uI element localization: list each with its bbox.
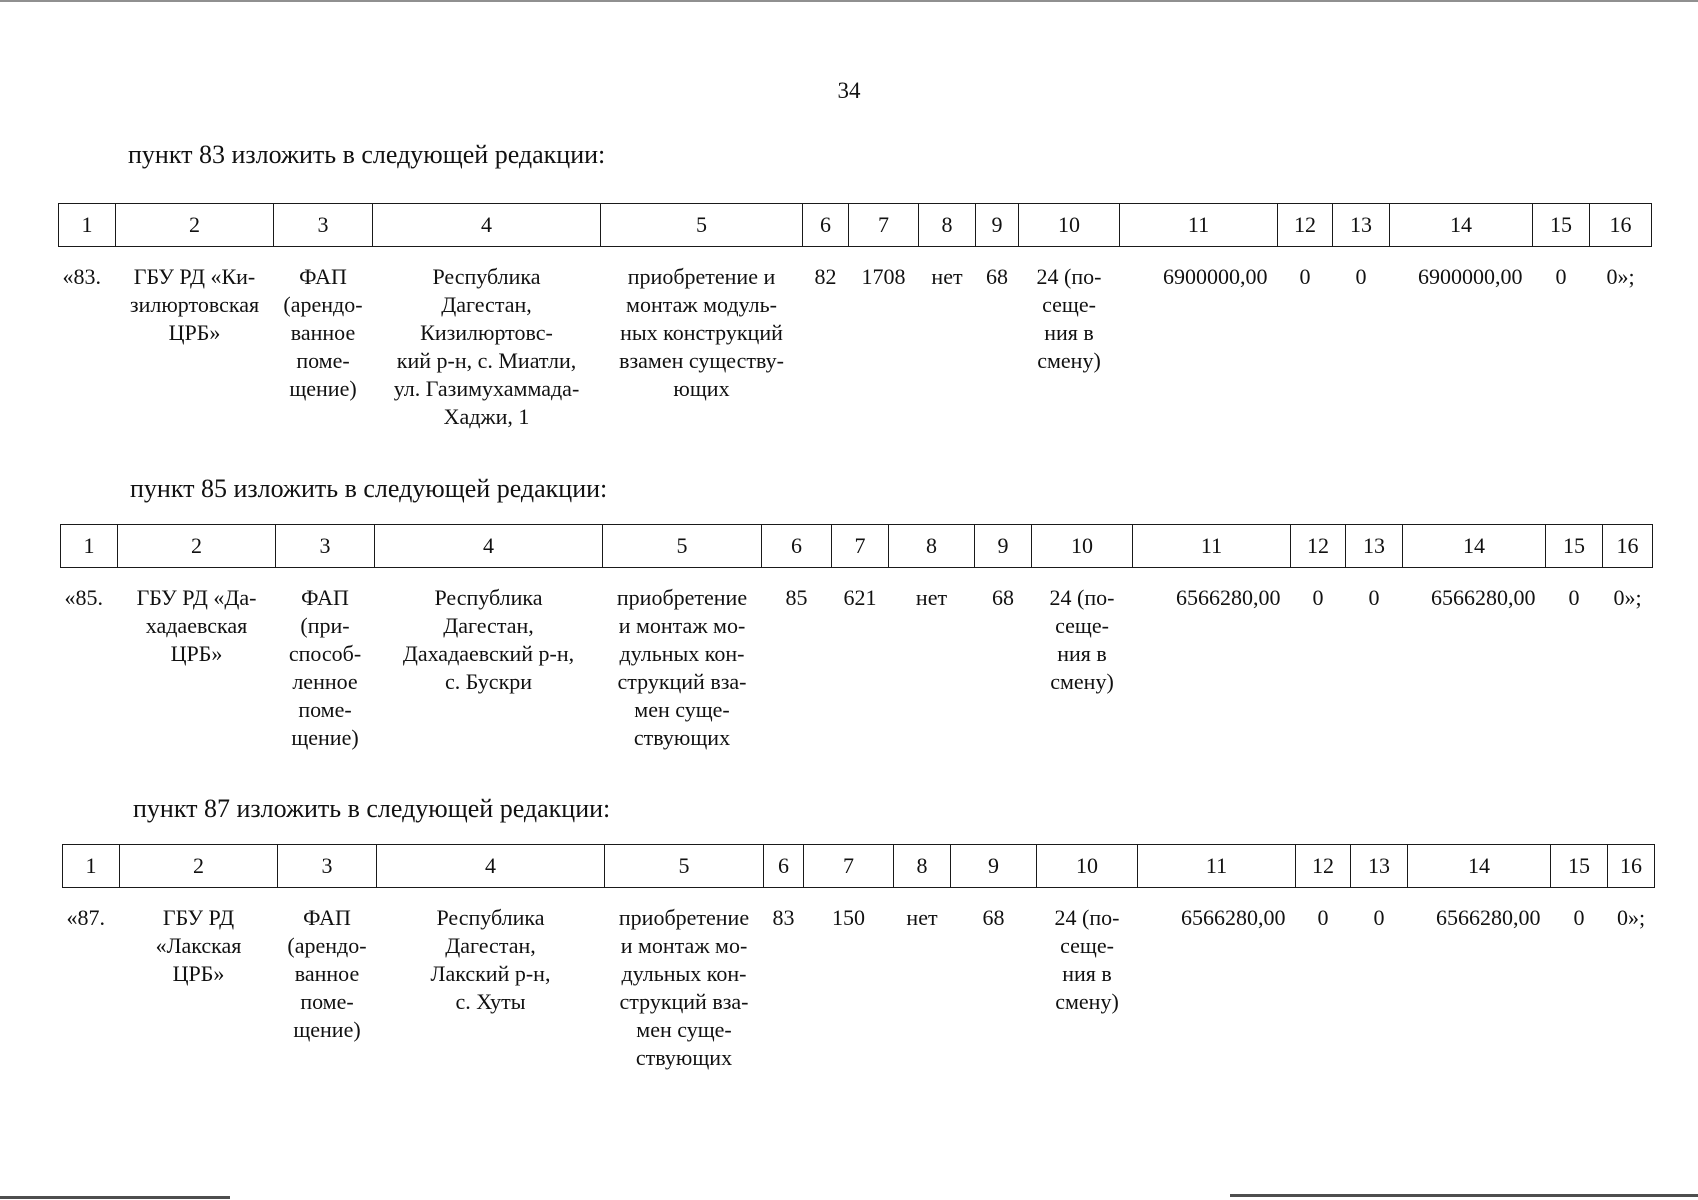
cell-institution xyxy=(116,247,274,432)
cell-col13: 0 xyxy=(1373,905,1385,930)
cell-activity-line: ных конструкций xyxy=(620,320,783,345)
col-number: 3 xyxy=(274,204,373,247)
section-intro-87: пункт 87 изложить в следующей редакции: xyxy=(133,794,611,823)
col-number: 16 xyxy=(1603,525,1653,568)
section-intro-85: пункт 85 изложить в следующей редакции: xyxy=(130,474,608,503)
cell-facility-type-line: щение) xyxy=(293,1017,361,1042)
cell-col7: 1708 xyxy=(861,264,906,289)
cell-col8: нет xyxy=(906,905,938,930)
scan-edge-top xyxy=(0,0,1698,2)
cell-address-line: Республика xyxy=(436,905,545,930)
cell-col6: 85 xyxy=(785,585,808,610)
cell-col13: 0 xyxy=(1355,264,1367,289)
col-number: 5 xyxy=(605,845,764,888)
col-number: 12 xyxy=(1296,845,1351,888)
cell-col16: 0»; xyxy=(1613,585,1642,610)
cell-col9: 68 xyxy=(982,905,1005,930)
cell-facility-type-line: (арендо- xyxy=(283,292,363,317)
amendment-table-85 xyxy=(60,524,1653,752)
cell-capacity-line: смену) xyxy=(1050,669,1114,694)
cell-facility-type-line: (арендо- xyxy=(287,933,367,958)
col-number: 7 xyxy=(832,525,889,568)
cell-address-line: Лакский р-н, xyxy=(430,961,551,986)
cell-address-line: Кизилюртовс- xyxy=(420,320,553,345)
cell-activity-line: взамен существу- xyxy=(619,348,784,373)
cell-address xyxy=(377,888,605,1073)
cell-activity-line: приобретение xyxy=(618,905,750,930)
col-number: 12 xyxy=(1278,204,1333,247)
cell-col6: 83 xyxy=(772,905,795,930)
col-number: 12 xyxy=(1291,525,1346,568)
col-number: 11 xyxy=(1133,525,1291,568)
col-number: 6 xyxy=(803,204,849,247)
cell-capacity-line: ния в xyxy=(1044,320,1094,345)
col-number: 8 xyxy=(919,204,976,247)
cell-address xyxy=(373,247,601,432)
cell-activity-line: ствующих xyxy=(635,1045,733,1070)
cell-col15: 0 xyxy=(1568,585,1580,610)
col-number: 16 xyxy=(1608,845,1655,888)
cell-activity-line: мен суще- xyxy=(634,697,730,722)
col-number: 14 xyxy=(1408,845,1551,888)
col-number: 10 xyxy=(1037,845,1138,888)
cell-col8: нет xyxy=(931,264,963,289)
col-number: 3 xyxy=(278,845,377,888)
cell-facility-type-line: ФАП xyxy=(301,585,349,610)
cell-facility-type-line: поме- xyxy=(300,989,354,1014)
cell-activity-line: мен суще- xyxy=(636,1017,732,1042)
col-number: 14 xyxy=(1403,525,1546,568)
cell-amount-budget: 6566280,00 xyxy=(1436,905,1541,930)
cell-activity xyxy=(605,888,764,1073)
cell-capacity-line: сеще- xyxy=(1055,613,1109,638)
cell-facility-type-line: ФАП xyxy=(303,905,351,930)
cell-amount-budget: 6900000,00 xyxy=(1418,264,1523,289)
table-row xyxy=(59,247,1652,432)
col-number: 1 xyxy=(59,204,116,247)
cell-activity-line: приобретение и xyxy=(627,264,776,289)
cell-address-line: ул. Газимухаммада- xyxy=(393,376,580,401)
cell-capacity-line: смену) xyxy=(1037,348,1101,373)
cell-institution-line: «Лакская xyxy=(155,933,242,958)
cell-institution-line: ГБУ РД «Да- xyxy=(136,585,257,610)
col-number: 3 xyxy=(276,525,375,568)
cell-facility-type-line: ванное xyxy=(294,961,360,986)
col-number: 11 xyxy=(1138,845,1296,888)
col-number: 9 xyxy=(975,525,1032,568)
cell-facility-type-line: (при- xyxy=(300,613,350,638)
cell-address-line: Дагестан, xyxy=(445,933,536,958)
col-number: 8 xyxy=(894,845,951,888)
cell-amount-total: 6900000,00 xyxy=(1163,264,1268,289)
col-number: 1 xyxy=(61,525,118,568)
cell-capacity-line: ния в xyxy=(1057,641,1107,666)
cell-activity-line: и монтаж мо- xyxy=(618,613,746,638)
col-number: 7 xyxy=(804,845,894,888)
cell-facility-type-line: щение) xyxy=(291,725,359,750)
col-number: 9 xyxy=(951,845,1037,888)
col-number: 6 xyxy=(764,845,804,888)
col-number: 2 xyxy=(120,845,278,888)
cell-facility-type xyxy=(276,568,375,753)
cell-activity-line: дульных кон- xyxy=(619,641,745,666)
cell-activity xyxy=(603,568,762,753)
cell-capacity-line: 24 (по- xyxy=(1036,264,1102,289)
cell-address-line: Хаджи, 1 xyxy=(443,404,530,429)
col-number: 4 xyxy=(377,845,605,888)
cell-item-number: «87. xyxy=(66,905,105,930)
page-number: 34 xyxy=(837,78,861,103)
cell-col16: 0»; xyxy=(1606,264,1635,289)
cell-col9: 68 xyxy=(986,264,1008,289)
cell-address-line: Дахадаевский р-н, xyxy=(402,641,575,666)
col-number: 15 xyxy=(1533,204,1590,247)
scan-edge-bottom xyxy=(0,1196,230,1199)
cell-capacity-line: 24 (по- xyxy=(1049,585,1115,610)
col-number: 2 xyxy=(118,525,276,568)
col-number: 16 xyxy=(1590,204,1652,247)
cell-institution-line: ГБУ РД «Ки- xyxy=(133,264,256,289)
cell-activity-line: струкций вза- xyxy=(619,989,749,1014)
col-number: 10 xyxy=(1019,204,1120,247)
cell-item-number: «85. xyxy=(64,585,103,610)
cell-col15: 0 xyxy=(1573,905,1585,930)
cell-facility-type-line: щение) xyxy=(289,376,357,401)
cell-capacity xyxy=(1019,247,1120,432)
cell-capacity-line: смену) xyxy=(1055,989,1119,1014)
cell-address-line: с. Хуты xyxy=(455,989,526,1014)
cell-col12: 0 xyxy=(1312,585,1324,610)
cell-facility-type-line: ФАП xyxy=(299,264,347,289)
cell-activity-line: ствующих xyxy=(633,725,731,750)
cell-col15: 0 xyxy=(1555,264,1567,289)
cell-item-number: «83. xyxy=(62,264,101,289)
cell-address-line: Республика xyxy=(432,264,541,289)
col-number: 13 xyxy=(1346,525,1403,568)
col-number: 5 xyxy=(601,204,803,247)
cell-facility-type xyxy=(274,247,373,432)
cell-activity-line: приобретение xyxy=(616,585,748,610)
col-number: 2 xyxy=(116,204,274,247)
cell-activity-line: монтаж модуль- xyxy=(626,292,777,317)
cell-institution xyxy=(120,888,278,1073)
col-number: 14 xyxy=(1390,204,1533,247)
cell-address-line: Дагестан, xyxy=(443,613,534,638)
cell-facility-type-line: ванное xyxy=(290,320,356,345)
cell-capacity xyxy=(1037,888,1138,1073)
table-row xyxy=(63,888,1655,1073)
col-number: 7 xyxy=(849,204,919,247)
cell-amount-total: 6566280,00 xyxy=(1181,905,1286,930)
cell-activity-line: дульных кон- xyxy=(621,961,747,986)
cell-activity-line: и монтаж мо- xyxy=(620,933,748,958)
cell-col12: 0 xyxy=(1299,264,1311,289)
col-number: 13 xyxy=(1351,845,1408,888)
cell-activity xyxy=(601,247,803,432)
cell-institution-line: хадаевская xyxy=(145,613,248,638)
col-number: 4 xyxy=(373,204,601,247)
col-number: 4 xyxy=(375,525,603,568)
cell-capacity-line: 24 (по- xyxy=(1054,905,1120,930)
cell-institution-line: зилюртовская xyxy=(129,292,260,317)
cell-amount-budget: 6566280,00 xyxy=(1431,585,1536,610)
cell-amount-total: 6566280,00 xyxy=(1176,585,1281,610)
cell-col6: 82 xyxy=(814,264,837,289)
cell-facility-type xyxy=(278,888,377,1073)
cell-institution-line: ЦРБ» xyxy=(170,641,223,666)
cell-capacity-line: ния в xyxy=(1062,961,1112,986)
cell-facility-type-line: поме- xyxy=(296,348,350,373)
cell-institution-line: ЦРБ» xyxy=(172,961,225,986)
table-row xyxy=(61,568,1653,753)
amendment-table-83 xyxy=(58,203,1652,431)
cell-activity-line: струкций вза- xyxy=(617,669,747,694)
cell-activity-line: ющих xyxy=(673,376,730,401)
col-number: 10 xyxy=(1032,525,1133,568)
cell-address-line: Дагестан, xyxy=(441,292,532,317)
cell-address-line: с. Бускри xyxy=(444,669,533,694)
cell-col9: 68 xyxy=(992,585,1014,610)
col-number: 5 xyxy=(603,525,762,568)
col-number: 9 xyxy=(976,204,1019,247)
cell-address-line: Республика xyxy=(434,585,543,610)
cell-institution-line: ЦРБ» xyxy=(168,320,221,345)
cell-col12: 0 xyxy=(1317,905,1329,930)
cell-col13: 0 xyxy=(1368,585,1380,610)
cell-capacity xyxy=(1032,568,1133,753)
cell-facility-type-line: способ- xyxy=(288,641,362,666)
col-number: 6 xyxy=(762,525,832,568)
cell-facility-type-line: ленное xyxy=(292,669,358,694)
col-number: 1 xyxy=(63,845,120,888)
cell-capacity-line: сеще- xyxy=(1060,933,1114,958)
cell-facility-type-line: поме- xyxy=(298,697,352,722)
cell-institution xyxy=(118,568,276,753)
col-number: 8 xyxy=(889,525,975,568)
cell-address xyxy=(375,568,603,753)
cell-col8: нет xyxy=(915,585,948,610)
cell-col7: 621 xyxy=(843,585,877,610)
cell-capacity-line: сеще- xyxy=(1042,292,1096,317)
amendment-table-87 xyxy=(62,844,1655,1072)
col-number: 15 xyxy=(1546,525,1603,568)
col-number: 15 xyxy=(1551,845,1608,888)
scan-edge-bottom-right xyxy=(1230,1194,1698,1197)
cell-col16: 0»; xyxy=(1616,905,1646,930)
cell-col7: 150 xyxy=(832,905,865,930)
col-number: 13 xyxy=(1333,204,1390,247)
section-intro-83: пункт 83 изложить в следующей редакции: xyxy=(128,140,606,169)
cell-address-line: кий р-н, с. Миатли, xyxy=(396,348,577,373)
col-number: 11 xyxy=(1120,204,1278,247)
cell-institution-line: ГБУ РД xyxy=(162,905,235,930)
